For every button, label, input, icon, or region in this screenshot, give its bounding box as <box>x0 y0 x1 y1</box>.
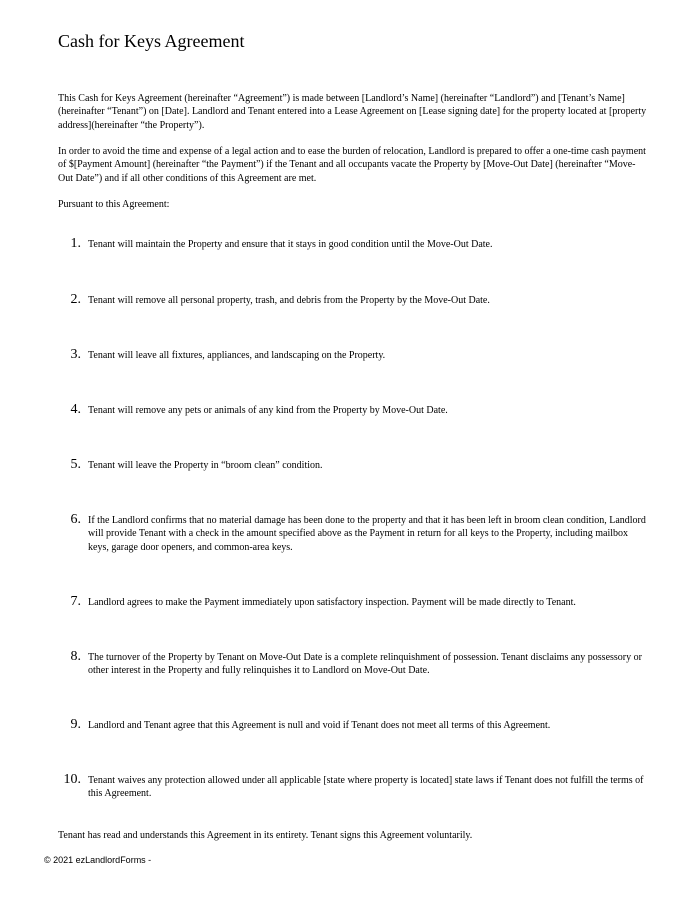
term-number: 8. <box>70 649 81 664</box>
pursuant-paragraph: Pursuant to this Agreement: <box>58 199 170 210</box>
term-text: Tenant waives any protection allowed under all applicable [state where property is located] state laws if Tenant does not fulfill the terms of this Agreement. <box>88 775 644 800</box>
term-number: 7. <box>70 594 81 609</box>
term-number: 9. <box>70 717 81 732</box>
term-number: 6. <box>70 512 81 527</box>
term-number: 10. <box>63 772 81 787</box>
term-text: Landlord and Tenant agree that this Agreement is null and void if Tenant does not meet all terms of this Agreement. <box>88 720 551 731</box>
term-number: 3. <box>70 347 81 362</box>
closing-paragraph: Tenant has read and understands this Agreement in its entirety. Tenant signs this Agreement voluntarily. <box>58 830 473 841</box>
term-text: Landlord agrees to make the Payment immediately upon satisfactory inspection. Payment will be made directly to Tenant. <box>88 597 576 608</box>
term-text: Tenant will leave all fixtures, appliances, and landscaping on the Property. <box>88 350 386 361</box>
term-text: Tenant will leave the Property in “broom clean” condition. <box>88 460 323 471</box>
term-text: The turnover of the Property by Tenant on Move-Out Date is a complete relinquishment of possession. Tenant disclaims any possessory or other interest in the Property and fully relinquishes it to Landlord on Move-Out Date. <box>88 652 642 677</box>
term-text: Tenant will remove any pets or animals of any kind from the Property by Move-Out Date. <box>88 405 448 416</box>
term-number: 1. <box>70 236 81 251</box>
term-text: Tenant will remove all personal property, trash, and debris from the Property by the Move-Out Date. <box>88 295 490 306</box>
term-number: 2. <box>70 292 81 307</box>
purpose-paragraph: In order to avoid the time and expense of a legal action and to ease the burden of relocation, Landlord is prepared to offer a one-time cash payment of $[Payment Amount] (hereinafter “the Payment”) if the Tenant and all occupants vacate the Property by [Move-Out Date] (hereinafter “Move-Out Date”) and if all other conditions of this Agreement are met. <box>58 146 646 184</box>
intro-paragraph: This Cash for Keys Agreement (hereinafter “Agreement”) is made between [Landlord’s Name] (hereinafter “Landlord”) and [Tenant’s Name](hereinafter “Tenant”) on [Date]. Landlord and Tenant entered into a Lease Agreement on [Lease signing date] for the property located at [property address](hereinafter “the Property”). <box>58 93 647 131</box>
term-number: 4. <box>70 402 81 417</box>
term-number: 5. <box>70 457 81 472</box>
copyright-footer: © 2021 ezLandlordForms - <box>44 855 152 865</box>
term-text: Tenant will maintain the Property and ensure that it stays in good condition until the Move-Out Date. <box>88 239 493 250</box>
document-title: Cash for Keys Agreement <box>58 31 245 51</box>
term-text: If the Landlord confirms that no material damage has been done to the property and that it has been left in broom clean condition, Landlord will provide Tenant with a check in the amount specified above as the Payment in return for all keys to the Property, including mailbox keys, garage door openers, and common-area keys. <box>88 515 646 553</box>
